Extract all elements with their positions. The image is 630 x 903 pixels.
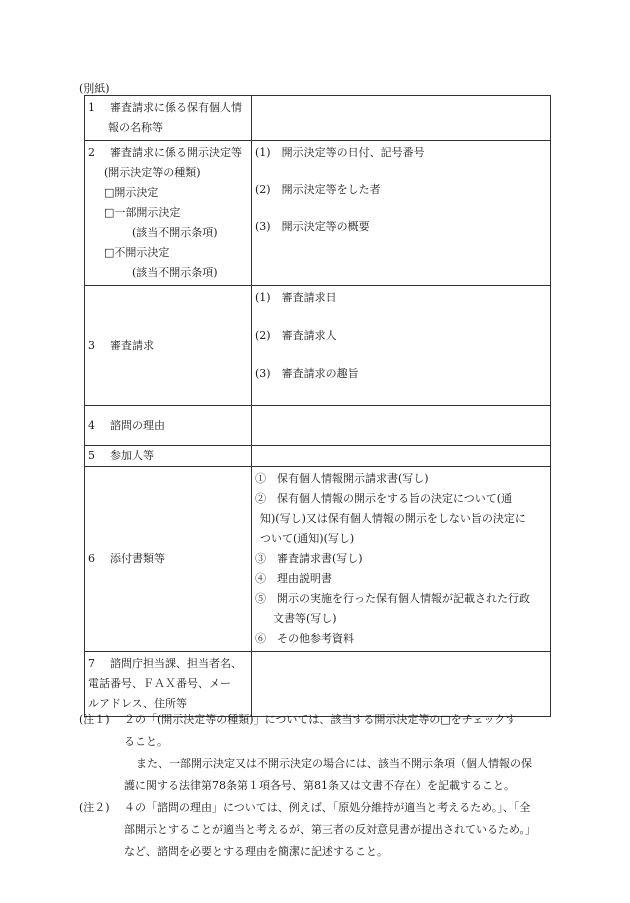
row4-label: 諮問の理由 [110,418,165,432]
row3-label-cell [85,286,252,406]
attachment-item-5-line1: ⑤ 開示の実施を行った保有個人情報が記載された行政 [255,592,530,605]
note-1-line4: 護に関する法律第78条第１項各号、第81条又は文書不存在）を記載すること。 [124,779,515,792]
row1-number: 1 [88,101,95,114]
row7-value-cell[interactable] [252,652,551,717]
row7-label-cell [85,652,252,717]
row7-label-line3: ルアドレス、住所等 [88,697,187,710]
notes-section [79,709,559,863]
checkbox-partial-disclosure[interactable]: □一部開示決定 [104,206,181,219]
row7-number: 7 [88,657,95,670]
row2-label-line1: 審査請求に係る開示決定等 [110,146,242,159]
row1-label-line2: 報の名称等 [108,121,163,134]
row7-label-line1: 諮問庁担当課、担当者名、 [110,657,242,670]
note-1-line1: ２の「(開示決定等の種類)」については、該当する開示決定等の□をチェックす [124,713,517,726]
note-2 [79,797,559,863]
note-2-label: (注２) [79,801,110,814]
attachment-item-2-line3: ついて(通知)(写し) [260,532,355,545]
row4-label-cell [85,406,252,446]
attachment-item-6: ⑥ その他参考資料 [255,632,354,645]
note-1 [79,709,559,797]
row-disclosure-decision [85,141,551,286]
partial-nondisclosure-clause-label: (該当不開示条項) [132,226,218,239]
row1-label-line1: 審査請求に係る保有個人情 [110,101,242,114]
row7-label-line2: 電話番号、ＦＡＸ番号、メー [88,677,231,690]
nondisclosure-clause-label: (該当不開示条項) [132,266,218,279]
attachment-item-2-line1: ② 保有個人情報の開示をする旨の決定について(通 [255,492,513,505]
row-participants [85,446,551,467]
row3-label: 審査請求 [110,338,154,352]
note-1-label: (注１) [79,713,110,726]
row-review-request [85,286,551,406]
attachment-item-5-line2: 文書等(写し) [273,612,337,625]
decision-maker-label: (2) 開示決定等をした者 [255,183,381,196]
note-2-line2: 部開示とすることが適当と考えるが、第三者の反対意見書が提出されているため。」 [124,823,537,836]
review-request-purpose-label: (3) 審査請求の趣旨 [255,367,359,380]
note-2-line1: ４の「諮問の理由」については、例えば、「原処分維持が適当と考えるため。」、「全 [124,801,531,814]
row1-value-cell[interactable] [252,96,551,141]
row1-label-cell [85,96,252,141]
row4-number: 4 [88,418,95,432]
attachment-item-4: ④ 理由説明書 [255,572,332,585]
decision-summary-label: (3) 開示決定等の概要 [255,220,370,233]
review-request-date-label: (1) 審査請求日 [255,291,337,304]
row-consultation-reason [85,406,551,446]
note-2-line3: など、諮問を必要とする理由を簡潔に記述すること。 [124,845,388,858]
row4-value-cell[interactable] [252,406,551,446]
row3-value-cell[interactable] [252,286,551,406]
row6-label-cell [85,467,252,652]
attachment-label: (別紙) [79,82,110,95]
row-attachments [85,467,551,652]
row5-label-cell [85,446,252,467]
checkbox-nondisclosure[interactable]: □不開示決定 [104,246,170,259]
row6-label: 添付書類等 [110,552,165,565]
checkbox-full-disclosure[interactable]: □開示決定 [104,186,159,199]
note-1-line3: また、一部開示決定又は不開示決定の場合には、該当不開示条項（個人情報の保 [136,757,532,770]
row2-value-cell[interactable] [252,141,551,286]
attachment-item-2-line2: 知)(写し)又は保有個人情報の開示をしない旨の決定に [260,512,526,525]
row5-number: 5 [88,449,95,462]
row2-label-cell [85,141,252,286]
row3-number: 3 [88,338,95,352]
review-requester-label: (2) 審査請求人 [255,329,337,342]
row6-number: 6 [88,552,95,565]
row6-value-cell [252,467,551,652]
note-1-line2: ること。 [124,735,168,748]
consultation-form-table [84,95,551,717]
row5-value-cell[interactable] [252,446,551,467]
row-personal-info-name [85,96,551,141]
row2-decision-type-heading: (開示決定等の種類) [104,166,201,179]
row-agency-contact [85,652,551,717]
attachment-item-1: ① 保有個人情報開示請求書(写し) [255,472,429,485]
row2-number: 2 [88,146,95,159]
attachment-item-3: ③ 審査請求書(写し) [255,552,363,565]
decision-date-number-label: (1) 開示決定等の日付、記号番号 [255,146,425,159]
row5-label: 参加人等 [110,449,154,462]
